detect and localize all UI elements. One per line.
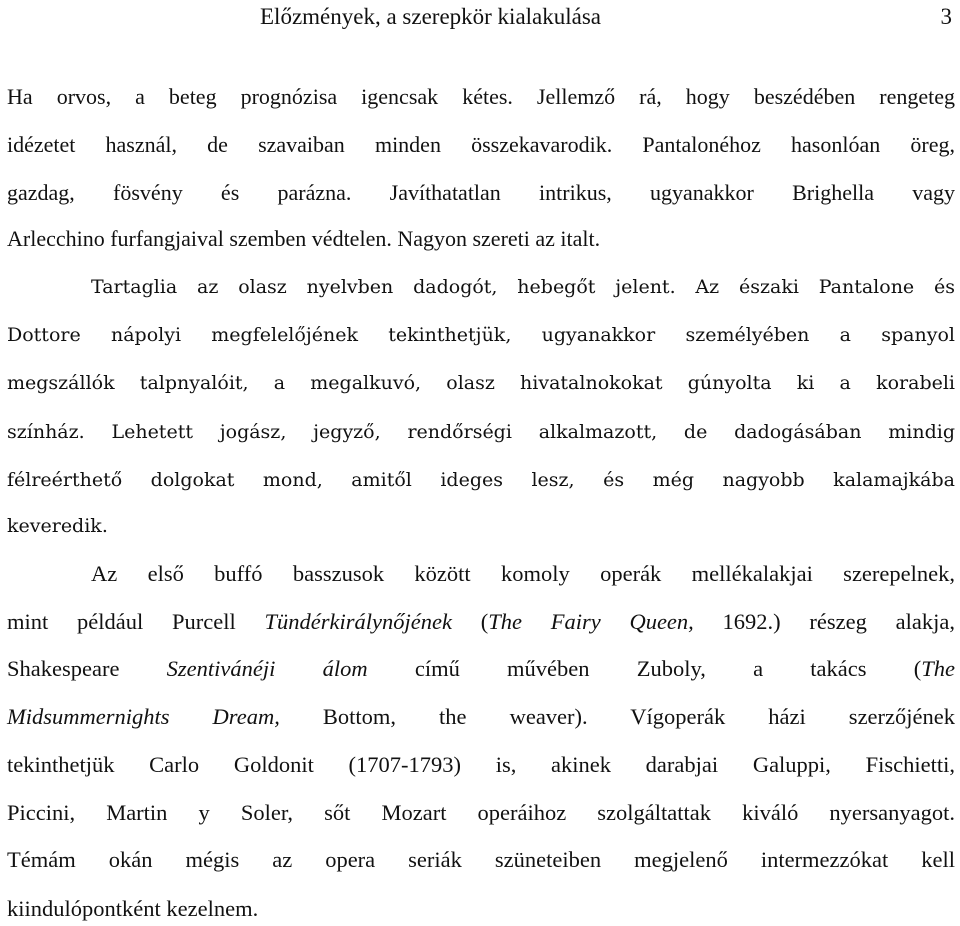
text-line-6: Dottore nápolyi megfelelőjének tekinthetjük, ugyanakkor személyében a spanyol xyxy=(7,324,955,346)
document-page xyxy=(7,0,955,925)
text-line-1: Ha orvos, a beteg prognózisa igencsak kétes. Jellemző rá, hogy beszédében rengeteg xyxy=(7,84,955,109)
text-line-13-title: Szentivánéji álom xyxy=(166,656,368,681)
text-line-8: színház. Lehetett jogász, jegyző, rendőrségi alkalmazott, de dadogásában mindig xyxy=(7,421,955,443)
text-line-7: megszállók talpnyalóit, a megalkuvó, olasz hivatalnokokat gúnyolta ki a korabeli xyxy=(7,372,955,394)
text-line-11: Az első buffó basszusok között komoly operák mellékalakjai szerepelnek, xyxy=(91,561,955,586)
page-number: 3 xyxy=(940,4,952,29)
text-line-12-part-c: ( xyxy=(451,609,489,634)
text-line-9: félreérthető dolgokat mond, amitől ideges lesz, és még nagyobb kalamajkába xyxy=(7,469,955,491)
text-line-10: keveredik. xyxy=(7,515,108,537)
text-line-18: kiindulópontként kezelnem. xyxy=(7,896,259,921)
text-line-2: idézetet használ, de szavaiban minden összekavarodik. Pantalonéhoz hasonlóan öreg, xyxy=(7,132,955,157)
text-line-16: Piccini, Martin y Soler, sőt Mozart operáihoz szolgáltattak kiváló nyersanyagot. xyxy=(7,800,955,825)
text-line-15: tekinthetjük Carlo Goldonit (1707-1793) is, akinek darabjai Galuppi, Fischietti, xyxy=(7,752,955,777)
text-line-14-english-title: Midsummernights Dream, xyxy=(7,704,280,729)
text-line-12-english-title: The Fairy Queen, xyxy=(488,609,694,634)
text-line-13 xyxy=(7,652,955,686)
text-line-3: gazdag, fösvény és parázna. Javíthatatlan intrikus, ugyanakkor Brighella vagy xyxy=(7,180,955,205)
text-line-12-title: Tündérkirálynőjének xyxy=(264,609,452,634)
text-line-5: Tartaglia az olasz nyelvben dadogót, hebegőt jelent. Az északi Pantalone és xyxy=(91,276,955,298)
text-line-17: Témám okán mégis az opera seriák szüneteiben megjelenő intermezzókat kell xyxy=(7,847,955,872)
text-line-12 xyxy=(7,605,955,639)
text-line-14 xyxy=(7,700,955,734)
chapter-title: Előzmények, a szerepkör kialakulása xyxy=(260,4,602,29)
text-line-12-part-e: 1692.) részeg alakja, xyxy=(693,609,955,634)
text-line-13-part-c: című művében Zuboly, a takács ( xyxy=(367,656,922,681)
text-line-13-english-title: The xyxy=(921,656,955,681)
text-line-4: Arlecchino furfangjaival szemben védtelen. Nagyon szereti az italt. xyxy=(7,226,601,251)
running-header xyxy=(7,2,955,32)
text-line-13-part-a: Shakespeare xyxy=(7,656,167,681)
text-line-14-part-c: Bottom, the weaver). Vígoperák házi szerzőjének xyxy=(279,704,955,729)
text-line-12-part-a: mint például Purcell xyxy=(7,609,265,634)
